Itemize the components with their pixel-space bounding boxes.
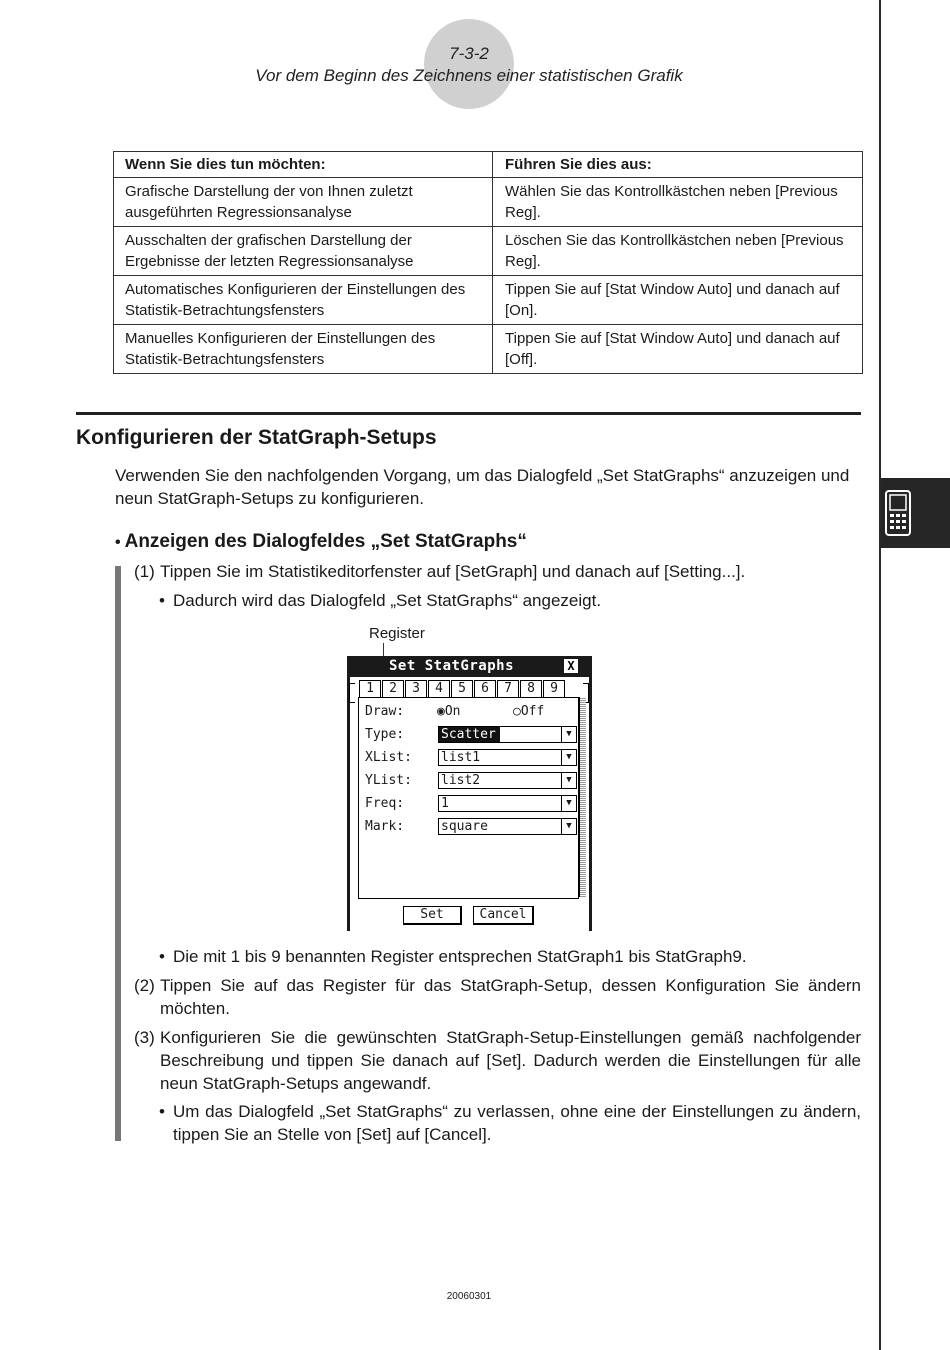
tab-6[interactable]: 6 [474,680,496,697]
freq-label: Freq: [365,796,405,811]
instructions-table [113,151,863,374]
tab-5[interactable]: 5 [451,680,473,697]
dialog-titlebar [347,656,592,677]
sub-heading [115,531,527,553]
step-number: (1) [134,562,155,581]
chapter-side-tab [881,478,950,548]
tab-7[interactable]: 7 [497,680,519,697]
table-row [114,178,863,227]
ylist-label: YList: [365,773,412,788]
bullet-dot: • [159,591,165,610]
table-row [114,325,863,374]
table-cell: Wählen Sie das Kontrollkästchen neben [Previous Reg]. [493,178,863,227]
section-divider [76,412,861,415]
dropdown-arrow-icon[interactable]: ▼ [561,773,576,788]
type-value: Scatter [439,727,500,742]
section-title: Konfigurieren der StatGraph-Setups [76,426,437,449]
bullet-dot: • [159,947,165,966]
xlist-value: list1 [441,750,481,765]
statgraph-tabs [359,680,566,697]
page-number: 7-3-2 [449,44,489,63]
table-cell: Tippen Sie auf [Stat Window Auto] und danach auf [Off]. [493,325,863,374]
note-text: Die mit 1 bis 9 benannten Register entsprechen StatGraph1 bis StatGraph9. [173,947,747,966]
xlist-select[interactable] [438,749,577,766]
ylist-select[interactable] [438,772,577,789]
table-cell: Tippen Sie auf [Stat Window Auto] und danach auf [On]. [493,276,863,325]
step-number: (2) [134,976,155,995]
step-text: Tippen Sie auf das Register für das StatGraph-Setup, dessen Konfiguration Sie ändern möchten. [160,976,861,1018]
page-subtitle: Vor dem Beginn des Zeichnens einer statistischen Grafik [255,66,683,85]
step-3 [134,1026,861,1095]
step-number: (3) [134,1028,155,1047]
mark-label: Mark: [365,819,405,834]
note-text: Um das Dialogfeld „Set StatGraphs“ zu verlassen, ohne eine der Einstellungen zu ändern, tippen Sie an Stelle von [Set] auf [Cancel]. [173,1102,861,1144]
note-1 [159,589,861,612]
draw-on-radio[interactable]: ◉On [437,704,461,719]
freq-value: 1 [441,796,449,811]
background-window-edge [349,683,355,703]
calculator-icon [885,490,911,536]
scrollbar[interactable] [579,697,586,897]
section-intro: Verwenden Sie den nachfolgenden Vorgang, um das Dialogfeld „Set StatGraphs“ anzuzeigen und neun StatGraph-Setups zu konfigurieren. [115,466,850,508]
table-row [114,227,863,276]
set-button[interactable]: Set [403,906,462,925]
table-header-row [114,152,863,178]
table-header-cell: Führen Sie dies aus: [493,152,863,178]
step-text: Konfigurieren Sie die gewünschten StatGraph-Setup-Einstellungen gemäß nachfolgender Beschreibung und tippen Sie danach auf [Set]. Dadurch werden die Einstellungen für alle neun StatGraph-Setups angewandf. [160,1028,861,1093]
type-select[interactable] [438,726,577,743]
tab-3[interactable]: 3 [405,680,427,697]
table-cell: Löschen Sie das Kontrollkästchen neben [Previous Reg]. [493,227,863,276]
table-cell: Ausschalten der grafischen Darstellung der Ergebnisse der letzten Regressionsanalyse [114,227,493,276]
mark-select[interactable] [438,818,577,835]
note-text: Dadurch wird das Dialogfeld „Set StatGraphs“ angezeigt. [173,591,602,610]
close-button[interactable]: X [564,659,578,673]
mark-value: square [441,819,488,834]
note-2 [159,945,861,968]
note-3 [159,1100,861,1146]
tab-2[interactable]: 2 [382,680,404,697]
sub-heading-text: Anzeigen des Dialogfeldes „Set StatGraphs“ [124,531,527,552]
step-2 [134,974,861,1020]
bullet-dot: • [159,1102,165,1121]
xlist-label: XList: [365,750,412,765]
type-label: Type: [365,727,405,742]
draw-off-radio[interactable]: ○Off [513,704,545,719]
table-row [114,276,863,325]
right-margin-rule [879,0,881,1350]
heading-bullet: • [115,534,121,551]
dropdown-arrow-icon[interactable]: ▼ [561,819,576,834]
tab-4[interactable]: 4 [428,680,450,697]
step-text: Tippen Sie im Statistikeditorfenster auf [SetGraph] und danach auf [Setting...]. [160,562,746,581]
dialog-frame-left [347,677,350,931]
dropdown-arrow-icon[interactable]: ▼ [561,750,576,765]
settings-panel [358,697,579,899]
ylist-value: list2 [441,773,481,788]
dialog-frame-right [589,677,592,931]
dropdown-arrow-icon[interactable]: ▼ [561,727,576,742]
dialog-title: Set StatGraphs [389,658,515,674]
table-header-cell: Wenn Sie dies tun möchten: [114,152,493,178]
freq-select[interactable] [438,795,577,812]
draw-label: Draw: [365,704,405,719]
register-callout: Register [369,625,425,642]
tab-8[interactable]: 8 [520,680,542,697]
table-cell: Grafische Darstellung der von Ihnen zuletzt ausgeführten Regressionsanalyse [114,178,493,227]
page-number-badge [424,19,514,109]
table-cell: Automatisches Konfigurieren der Einstellungen des Statistik-Betrachtungsfensters [114,276,493,325]
step-1 [134,560,861,583]
footer-code: 20060301 [446,1291,492,1302]
tab-1[interactable]: 1 [359,680,381,699]
dropdown-arrow-icon[interactable]: ▼ [561,796,576,811]
procedure-bar [115,566,121,1141]
cancel-button[interactable]: Cancel [473,906,534,925]
table-cell: Manuelles Konfigurieren der Einstellungen des Statistik-Betrachtungsfensters [114,325,493,374]
tab-9[interactable]: 9 [543,680,565,697]
set-statgraphs-dialog [347,656,592,931]
